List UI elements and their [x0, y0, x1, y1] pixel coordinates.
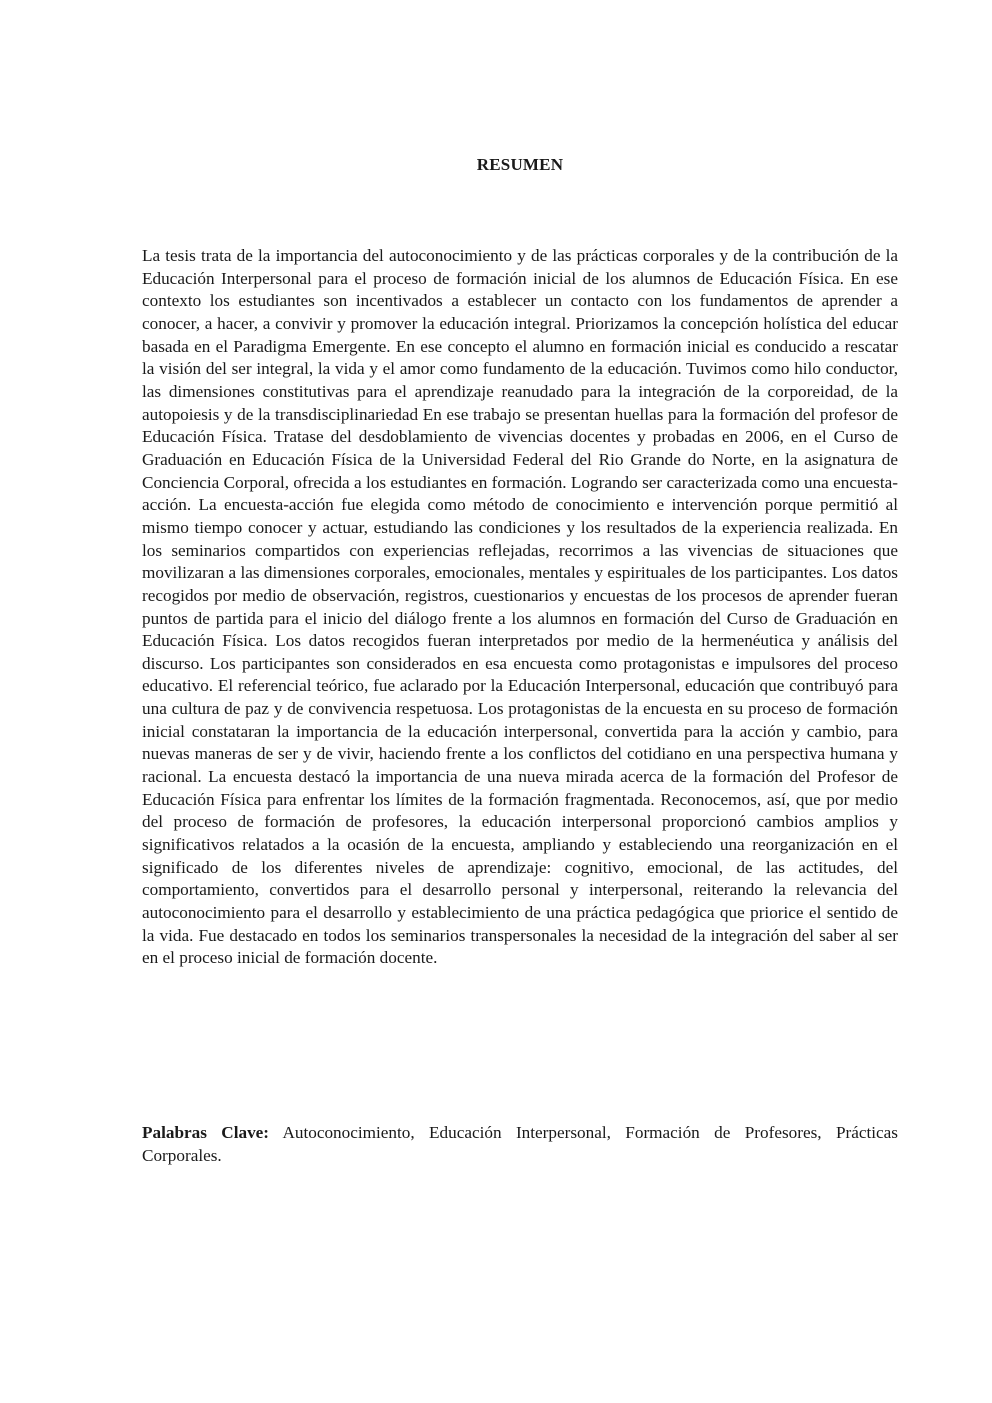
keywords-text: Autoconocimiento, Educación Interpersonal, Formación de Profesores, Prácticas Corporales.: [142, 1123, 898, 1165]
abstract-paragraph: La tesis trata de la importancia del autoconocimiento y de las prácticas corporales y de la contribución de la Educación Interpersonal para el proceso de formación inicial de los alumnos de Educación Física. En ese contexto los estudiantes son incentivados a establecer un contacto con los fundamentos de aprender a conocer, a hacer, a convivir y promover la educación integral. Priorizamos la concepción holística del educar basada en el Paradigma Emergente. En ese concepto el alumno en formación inicial es conducido a rescatar la visión del ser integral, la vida y el amor como fundamento de la educación. Tuvimos como hilo conductor, las dimensiones constitutivas para el aprendizaje reanudado para la integración de la corporeidad, de la autopoiesis y de la transdisciplinariedad En ese trabajo se presentan huellas para la formación del profesor de Educación Física. Tratase del desdoblamiento de vivencias docentes y probadas en 2006, en el Curso de Graduación en Educación Física de la Universidad Federal del Rio Grande do Norte, en la asignatura de Conciencia Corporal, ofrecida a los estudiantes en formación. Logrando ser caracterizada como una encuesta-acción. La encuesta-acción fue elegida como método de conocimiento e intervención porque permitió al mismo tiempo conocer y actuar, estudiando las condiciones y los resultados de la experiencia realizada. En los seminarios compartidos con experiencias reflejadas, recorrimos a las vivencias de situaciones que movilizaran a las dimensiones corporales, emocionales, mentales y espirituales de los participantes. Los datos recogidos por medio de observación, registros, cuestionarios y encuestas de los procesos de aprender fueran puntos de partida para el inicio del diálogo frente a los alumnos en formación del Curso de Graduación en Educación Física. Los datos recogidos fueran interpretados por medio de la hermenéutica y análisis del discurso. Los participantes son considerados en esa encuesta como protagonistas e impulsores del proceso educativo. El referencial teórico, fue aclarado por la Educación Interpersonal, educación que contribuyó para una cultura de paz y de convivencia respetuosa. Los protagonistas de la encuesta en su proceso de formación inicial constataran la importancia de la educación interpersonal, convertida para la acción y cambio, para nuevas maneras de ser y de vivir, haciendo frente a los conflictos del cotidiano en una perspectiva humana y racional. La encuesta destacó la importancia de una nueva mirada acerca de la formación del Profesor de Educación Física para enfrentar los límites de la formación fragmentada. Reconocemos, así, que por medio del proceso de formación de profesores, la educación interpersonal proporcionó cambios amplios y significativos relatados a la ocasión de la encuesta, ampliando y estableciendo una reorganización en el significado de los diferentes niveles de aprendizaje: cognitivo, emocional, de las actitudes, del comportamiento, convertidos para el desarrollo personal y interpersonal, reiterando la relevancia del autoconocimiento para el desarrollo y establecimiento de una práctica pedagógica que priorice el sentido de la vida. Fue destacado en todos los seminarios transpersonales la necesidad de la integración del saber al ser en el proceso inicial de formación docente.: [142, 246, 898, 968]
keywords-label: Palabras Clave:: [142, 1123, 270, 1142]
keywords-paragraph: [142, 1122, 898, 1167]
page-title: RESUMEN: [476, 155, 564, 175]
